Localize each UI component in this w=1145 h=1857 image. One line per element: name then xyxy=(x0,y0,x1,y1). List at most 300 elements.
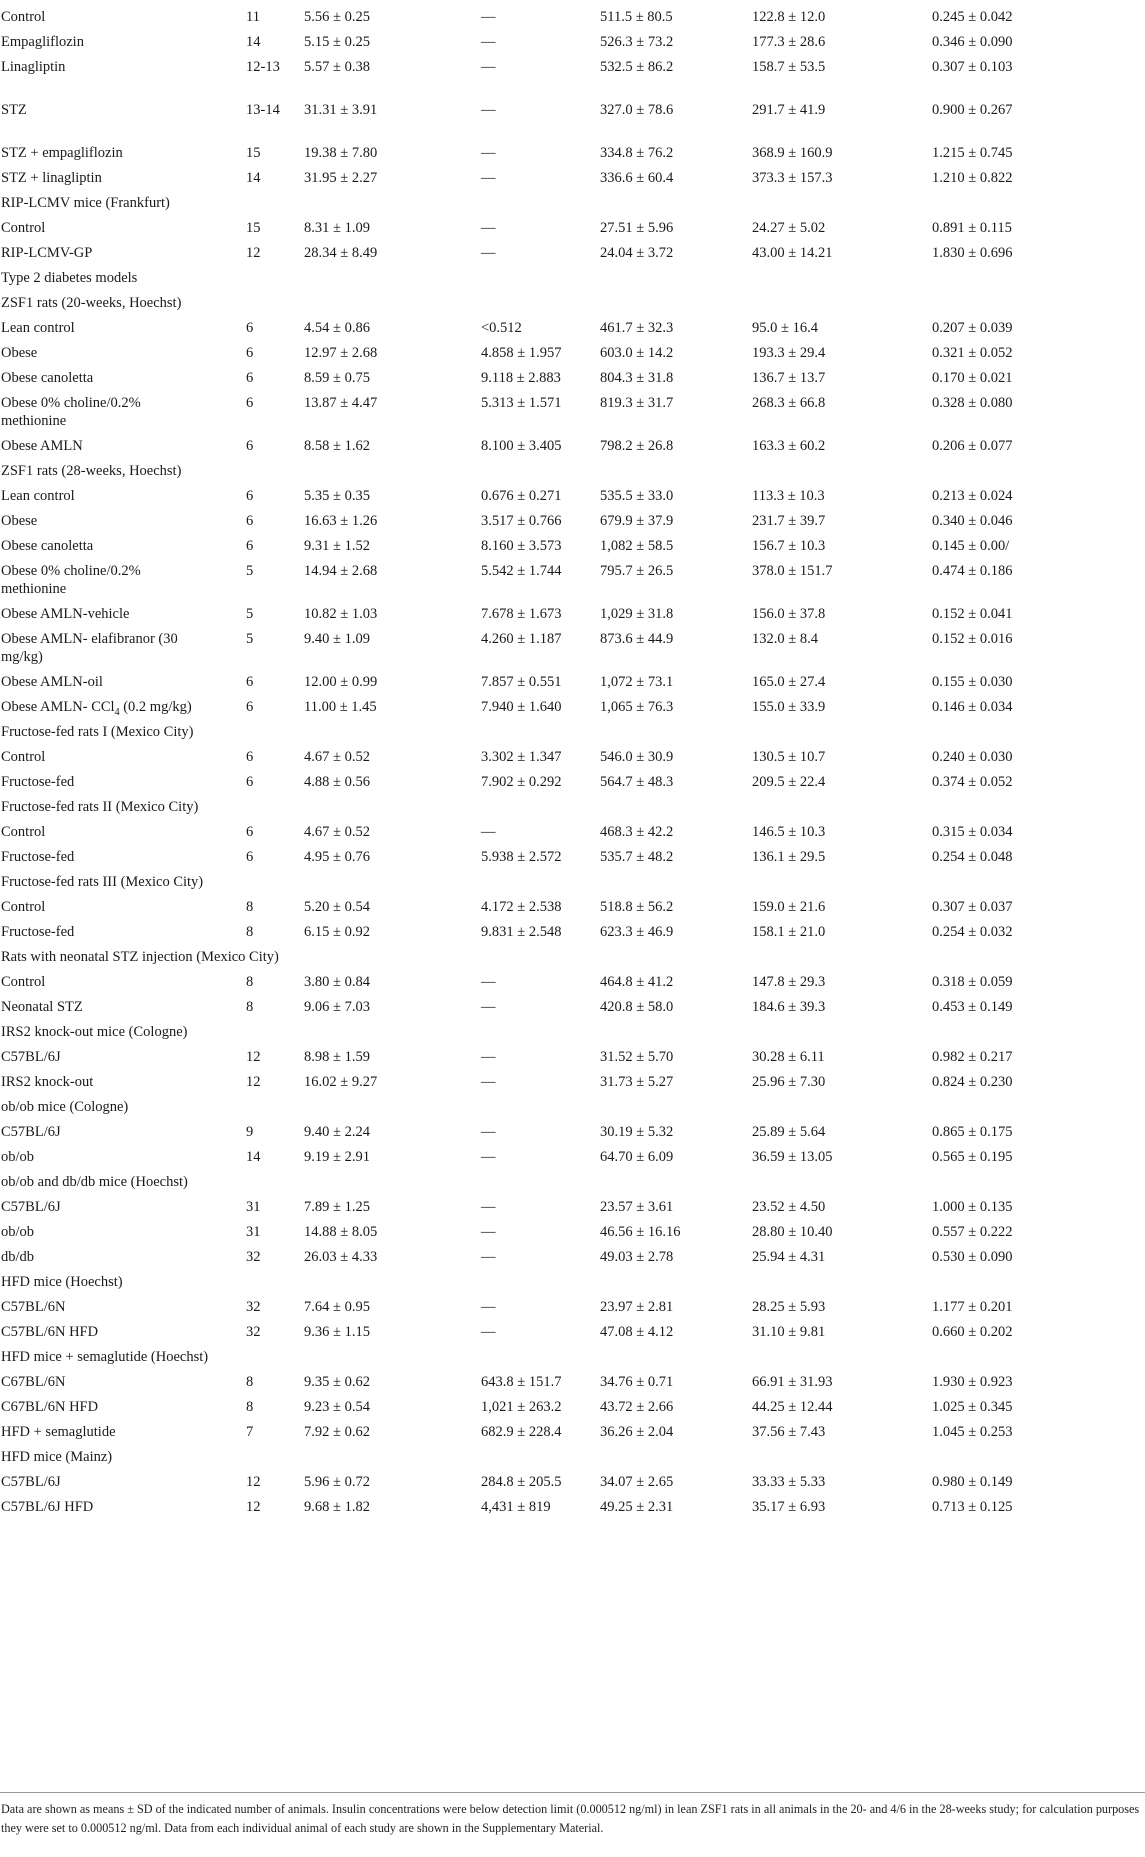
table-row xyxy=(0,973,1145,998)
section-heading-row xyxy=(0,462,1145,487)
col-5-value: 25.89 ± 5.64 xyxy=(752,1124,826,1140)
col-2-value: 31.95 ± 2.27 xyxy=(304,170,378,186)
group-label: Control xyxy=(1,220,46,236)
n-value: 6 xyxy=(246,774,254,790)
col-6-value: 1.215 ± 0.745 xyxy=(932,145,1013,161)
col-3-value: — xyxy=(481,145,496,161)
col-2-value: 19.38 ± 7.80 xyxy=(304,145,378,161)
col-5-value: 95.0 ± 16.4 xyxy=(752,320,818,336)
col-6-value: 0.207 ± 0.039 xyxy=(932,320,1013,336)
group-label: C57BL/6J xyxy=(1,1049,61,1065)
col-3-value: — xyxy=(481,1049,496,1065)
col-6-value: 1.930 ± 0.923 xyxy=(932,1374,1013,1390)
col-4-value: 564.7 ± 48.3 xyxy=(600,774,674,790)
section-heading: ob/ob mice (Cologne) xyxy=(1,1099,129,1115)
table-row xyxy=(0,898,1145,923)
col-6-value: 0.213 ± 0.024 xyxy=(932,488,1013,504)
col-2-value: 6.15 ± 0.92 xyxy=(304,924,370,940)
col-6-value: 1.000 ± 0.135 xyxy=(932,1199,1013,1215)
col-4-value: 804.3 ± 31.8 xyxy=(600,370,674,386)
section-heading: IRS2 knock-out mice (Cologne) xyxy=(1,1024,188,1040)
group-label: Fructose-fed xyxy=(1,924,75,940)
group-label: ob/ob xyxy=(1,1149,35,1165)
col-6-value: 0.254 ± 0.048 xyxy=(932,849,1013,865)
col-2-value: 5.15 ± 0.25 xyxy=(304,34,370,50)
group-label: Obese AMLN-oil xyxy=(1,674,103,690)
table-row xyxy=(0,773,1145,798)
group-label: Fructose-fed xyxy=(1,774,75,790)
col-5-value: 156.7 ± 10.3 xyxy=(752,538,826,554)
col-5-value: 24.27 ± 5.02 xyxy=(752,220,826,236)
col-3-value: 682.9 ± 228.4 xyxy=(481,1424,562,1440)
col-4-value: 27.51 ± 5.96 xyxy=(600,220,674,236)
col-4-value: 49.25 ± 2.31 xyxy=(600,1499,674,1515)
table-row xyxy=(0,1223,1145,1248)
col-6-value: 0.713 ± 0.125 xyxy=(932,1499,1013,1515)
col-2-value: 5.96 ± 0.72 xyxy=(304,1474,370,1490)
table-row xyxy=(0,437,1145,462)
table-row xyxy=(0,1123,1145,1148)
table-row xyxy=(0,512,1145,537)
table-row xyxy=(0,1373,1145,1398)
col-6-value: 0.170 ± 0.021 xyxy=(932,370,1013,386)
group-label: Obese AMLN-vehicle xyxy=(1,606,130,622)
table-row xyxy=(0,1323,1145,1348)
group-label: Control xyxy=(1,899,46,915)
table-row xyxy=(0,923,1145,948)
n-value: 6 xyxy=(246,538,254,554)
col-3-value: 5.542 ± 1.744 xyxy=(481,563,562,579)
col-4-value: 819.3 ± 31.7 xyxy=(600,395,674,411)
section-heading-row xyxy=(0,1448,1145,1473)
col-3-value: — xyxy=(481,1324,496,1340)
col-4-value: 461.7 ± 32.3 xyxy=(600,320,674,336)
col-3-value: — xyxy=(481,1224,496,1240)
col-6-value: 0.315 ± 0.034 xyxy=(932,824,1013,840)
table-row xyxy=(0,1198,1145,1223)
col-2-value: 28.34 ± 8.49 xyxy=(304,245,378,261)
col-6-value: 0.374 ± 0.052 xyxy=(932,774,1013,790)
group-label: Obese 0% choline/0.2% methionine xyxy=(1,563,141,597)
col-4-value: 679.9 ± 37.9 xyxy=(600,513,674,529)
group-label: Obese AMLN- elafibranor (30 mg/kg) xyxy=(1,631,178,665)
table-row xyxy=(0,33,1145,58)
col-4-value: 334.8 ± 76.2 xyxy=(600,145,674,161)
col-2-value: 4.67 ± 0.52 xyxy=(304,824,370,840)
group-label: C67BL/6N xyxy=(1,1374,66,1390)
group-label: Obese canoletta xyxy=(1,538,94,554)
group-label: STZ + linagliptin xyxy=(1,170,102,186)
n-value: 6 xyxy=(246,370,254,386)
col-5-value: 28.25 ± 5.93 xyxy=(752,1299,826,1315)
group-label: db/db xyxy=(1,1249,35,1265)
n-value: 6 xyxy=(246,395,254,411)
col-2-value: 31.31 ± 3.91 xyxy=(304,102,378,118)
col-4-value: 336.6 ± 60.4 xyxy=(600,170,674,186)
col-6-value: 0.145 ± 0.00/ xyxy=(932,538,1010,554)
col-3-value: — xyxy=(481,9,496,25)
col-5-value: 163.3 ± 60.2 xyxy=(752,438,826,454)
section-heading-row xyxy=(0,269,1145,294)
col-2-value: 3.80 ± 0.84 xyxy=(304,974,370,990)
col-2-value: 9.23 ± 0.54 xyxy=(304,1399,370,1415)
col-2-value: 14.88 ± 8.05 xyxy=(304,1224,378,1240)
col-3-value: — xyxy=(481,1124,496,1140)
col-6-value: 0.328 ± 0.080 xyxy=(932,395,1013,411)
col-2-value: 8.59 ± 0.75 xyxy=(304,370,370,386)
col-6-value: 1.045 ± 0.253 xyxy=(932,1424,1013,1440)
col-6-value: 0.146 ± 0.034 xyxy=(932,699,1013,715)
n-value: 32 xyxy=(246,1249,261,1265)
table-row xyxy=(0,1073,1145,1098)
col-5-value: 378.0 ± 151.7 xyxy=(752,563,833,579)
col-6-value: 0.530 ± 0.090 xyxy=(932,1249,1013,1265)
group-label: HFD + semaglutide xyxy=(1,1424,116,1440)
col-5-value: 147.8 ± 29.3 xyxy=(752,974,826,990)
col-3-value: — xyxy=(481,34,496,50)
n-value: 6 xyxy=(246,849,254,865)
col-5-value: 36.59 ± 13.05 xyxy=(752,1149,833,1165)
group-label: C57BL/6J xyxy=(1,1199,61,1215)
col-6-value: 0.557 ± 0.222 xyxy=(932,1224,1013,1240)
table-row xyxy=(0,1473,1145,1498)
group-label: Obese AMLN- CCl$_4$ (0.2 mg/kg) xyxy=(1,699,192,718)
section-heading: HFD mice (Hoechst) xyxy=(1,1274,123,1290)
table-row xyxy=(0,369,1145,394)
n-value: 5 xyxy=(246,606,254,622)
col-2-value: 4.67 ± 0.52 xyxy=(304,749,370,765)
col-5-value: 209.5 ± 22.4 xyxy=(752,774,826,790)
col-4-value: 511.5 ± 80.5 xyxy=(600,9,673,25)
col-5-value: 130.5 ± 10.7 xyxy=(752,749,826,765)
col-5-value: 291.7 ± 41.9 xyxy=(752,102,826,118)
col-5-value: 25.96 ± 7.30 xyxy=(752,1074,826,1090)
n-value: 8 xyxy=(246,999,254,1015)
group-label: Empagliflozin xyxy=(1,34,84,50)
col-2-value: 9.19 ± 2.91 xyxy=(304,1149,370,1165)
n-value: 7 xyxy=(246,1424,254,1440)
col-6-value: 0.453 ± 0.149 xyxy=(932,999,1013,1015)
col-2-value: 11.00 ± 1.45 xyxy=(304,699,377,715)
col-3-value: <0.512 xyxy=(481,320,522,336)
col-4-value: 1,029 ± 31.8 xyxy=(600,606,674,622)
table-row xyxy=(0,144,1145,169)
col-4-value: 420.8 ± 58.0 xyxy=(600,999,674,1015)
group-label: Obese AMLN xyxy=(1,438,83,454)
group-label: C67BL/6N HFD xyxy=(1,1399,99,1415)
n-value: 6 xyxy=(246,674,254,690)
table-row xyxy=(0,998,1145,1023)
n-value: 12 xyxy=(246,245,261,261)
data-table xyxy=(0,8,1145,1523)
group-label: Control xyxy=(1,9,46,25)
col-3-value: 4.172 ± 2.538 xyxy=(481,899,562,915)
n-value: 6 xyxy=(246,824,254,840)
table-row xyxy=(0,1248,1145,1273)
col-2-value: 5.20 ± 0.54 xyxy=(304,899,370,915)
n-value: 11 xyxy=(246,9,260,25)
group-label: Obese xyxy=(1,345,38,361)
n-value: 14 xyxy=(246,34,261,50)
section-heading-row xyxy=(0,1023,1145,1048)
col-3-value: 8.160 ± 3.573 xyxy=(481,538,562,554)
col-3-value: 8.100 ± 3.405 xyxy=(481,438,562,454)
group-label: C57BL/6J xyxy=(1,1474,61,1490)
col-5-value: 159.0 ± 21.6 xyxy=(752,899,826,915)
section-heading-row xyxy=(0,294,1145,319)
col-6-value: 0.474 ± 0.186 xyxy=(932,563,1013,579)
table-row xyxy=(0,562,1145,605)
n-value: 8 xyxy=(246,924,254,940)
col-6-value: 0.155 ± 0.030 xyxy=(932,674,1013,690)
col-4-value: 23.97 ± 2.81 xyxy=(600,1299,674,1315)
col-6-value: 0.980 ± 0.149 xyxy=(932,1474,1013,1490)
col-3-value: — xyxy=(481,245,496,261)
n-value: 8 xyxy=(246,1374,254,1390)
col-3-value: 7.940 ± 1.640 xyxy=(481,699,562,715)
col-3-value: 9.831 ± 2.548 xyxy=(481,924,562,940)
col-6-value: 0.982 ± 0.217 xyxy=(932,1049,1013,1065)
col-2-value: 7.64 ± 0.95 xyxy=(304,1299,370,1315)
n-value: 6 xyxy=(246,513,254,529)
group-label: IRS2 knock-out xyxy=(1,1074,94,1090)
col-3-value: — xyxy=(481,1149,496,1165)
group-label: Fructose-fed xyxy=(1,849,75,865)
group-label: C57BL/6N xyxy=(1,1299,66,1315)
table-row xyxy=(0,630,1145,673)
table-row xyxy=(0,605,1145,630)
col-5-value: 30.28 ± 6.11 xyxy=(752,1049,825,1065)
table-row xyxy=(0,394,1145,437)
col-5-value: 44.25 ± 12.44 xyxy=(752,1399,833,1415)
group-label: STZ xyxy=(1,102,27,118)
col-3-value: — xyxy=(481,102,496,118)
col-5-value: 158.1 ± 21.0 xyxy=(752,924,826,940)
section-heading: Type 2 diabetes models xyxy=(1,270,138,286)
n-value: 32 xyxy=(246,1324,261,1340)
col-6-value: 0.346 ± 0.090 xyxy=(932,34,1013,50)
col-6-value: 0.152 ± 0.041 xyxy=(932,606,1013,622)
section-heading-row xyxy=(0,1348,1145,1373)
col-6-value: 0.891 ± 0.115 xyxy=(932,220,1012,236)
n-value: 8 xyxy=(246,974,254,990)
col-5-value: 66.91 ± 31.93 xyxy=(752,1374,833,1390)
section-heading-row xyxy=(0,1173,1145,1198)
col-5-value: 43.00 ± 14.21 xyxy=(752,245,833,261)
col-4-value: 31.52 ± 5.70 xyxy=(600,1049,674,1065)
col-6-value: 0.152 ± 0.016 xyxy=(932,631,1013,647)
col-5-value: 37.56 ± 7.43 xyxy=(752,1424,826,1440)
table-row xyxy=(0,823,1145,848)
section-heading: Rats with neonatal STZ injection (Mexico City) xyxy=(1,949,279,965)
col-3-value: — xyxy=(481,1199,496,1215)
col-6-value: 1.177 ± 0.201 xyxy=(932,1299,1013,1315)
section-heading-row xyxy=(0,1098,1145,1123)
table-row xyxy=(0,1048,1145,1073)
col-4-value: 526.3 ± 73.2 xyxy=(600,34,674,50)
col-2-value: 5.57 ± 0.38 xyxy=(304,59,370,75)
group-label: Obese canoletta xyxy=(1,370,94,386)
group-label: Control xyxy=(1,749,46,765)
group-label: STZ + empagliflozin xyxy=(1,145,123,161)
col-5-value: 28.80 ± 10.40 xyxy=(752,1224,833,1240)
col-2-value: 9.35 ± 0.62 xyxy=(304,1374,370,1390)
table-row xyxy=(0,673,1145,698)
n-value: 13-14 xyxy=(246,102,280,118)
col-5-value: 33.33 ± 5.33 xyxy=(752,1474,826,1490)
table-row xyxy=(0,748,1145,773)
col-3-value: 0.676 ± 0.271 xyxy=(481,488,562,504)
n-value: 6 xyxy=(246,320,254,336)
col-2-value: 12.97 ± 2.68 xyxy=(304,345,378,361)
section-heading: RIP-LCMV mice (Frankfurt) xyxy=(1,195,170,211)
n-value: 5 xyxy=(246,631,254,647)
col-5-value: 155.0 ± 33.9 xyxy=(752,699,826,715)
col-5-value: 23.52 ± 4.50 xyxy=(752,1199,826,1215)
col-5-value: 113.3 ± 10.3 xyxy=(752,488,825,504)
col-4-value: 46.56 ± 16.16 xyxy=(600,1224,681,1240)
col-2-value: 9.40 ± 2.24 xyxy=(304,1124,370,1140)
col-4-value: 535.5 ± 33.0 xyxy=(600,488,674,504)
col-4-value: 464.8 ± 41.2 xyxy=(600,974,674,990)
col-6-value: 0.660 ± 0.202 xyxy=(932,1324,1013,1340)
col-5-value: 158.7 ± 53.5 xyxy=(752,59,826,75)
col-3-value: 5.313 ± 1.571 xyxy=(481,395,562,411)
col-2-value: 13.87 ± 4.47 xyxy=(304,395,378,411)
col-3-value: — xyxy=(481,974,496,990)
col-2-value: 16.02 ± 9.27 xyxy=(304,1074,378,1090)
col-2-value: 4.95 ± 0.76 xyxy=(304,849,370,865)
col-4-value: 64.70 ± 6.09 xyxy=(600,1149,674,1165)
n-value: 14 xyxy=(246,170,261,186)
group-label: Lean control xyxy=(1,488,75,504)
table-row xyxy=(0,58,1145,101)
table-row xyxy=(0,848,1145,873)
n-value: 12 xyxy=(246,1474,261,1490)
section-heading: Fructose-fed rats III (Mexico City) xyxy=(1,874,204,890)
section-heading: Fructose-fed rats II (Mexico City) xyxy=(1,799,199,815)
col-4-value: 468.3 ± 42.2 xyxy=(600,824,674,840)
col-4-value: 603.0 ± 14.2 xyxy=(600,345,674,361)
col-5-value: 132.0 ± 8.4 xyxy=(752,631,818,647)
col-4-value: 535.7 ± 48.2 xyxy=(600,849,674,865)
n-value: 6 xyxy=(246,699,254,715)
col-2-value: 26.03 ± 4.33 xyxy=(304,1249,378,1265)
col-3-value: 1,021 ± 263.2 xyxy=(481,1399,562,1415)
col-3-value: 3.302 ± 1.347 xyxy=(481,749,562,765)
col-2-value: 9.36 ± 1.15 xyxy=(304,1324,370,1340)
col-3-value: 5.938 ± 2.572 xyxy=(481,849,562,865)
col-3-value: — xyxy=(481,824,496,840)
n-value: 5 xyxy=(246,563,254,579)
n-value: 15 xyxy=(246,145,261,161)
group-label: Neonatal STZ xyxy=(1,999,83,1015)
col-6-value: 0.240 ± 0.030 xyxy=(932,749,1013,765)
group-label: Lean control xyxy=(1,320,75,336)
col-5-value: 136.7 ± 13.7 xyxy=(752,370,826,386)
col-4-value: 873.6 ± 44.9 xyxy=(600,631,674,647)
section-heading-row xyxy=(0,948,1145,973)
table-row xyxy=(0,1398,1145,1423)
table-row xyxy=(0,344,1145,369)
col-6-value: 0.865 ± 0.175 xyxy=(932,1124,1013,1140)
n-value: 8 xyxy=(246,899,254,915)
col-4-value: 1,082 ± 58.5 xyxy=(600,538,674,554)
table-footnote: Data are shown as means ± SD of the indicated number of animals. Insulin concentrations were below detection limit (0.000512 ng/ml) in lean ZSF1 rats in all animals in the 20- and 4/6 in the 28-weeks study; for calculation purposes they were set to 0.000512 ng/ml. Data from each individual animal of each study are shown in the Supplementary Material. xyxy=(1,1802,1140,1835)
col-4-value: 518.8 ± 56.2 xyxy=(600,899,674,915)
group-label: RIP-LCMV-GP xyxy=(1,245,93,261)
col-3-value: 4.260 ± 1.187 xyxy=(481,631,562,647)
col-2-value: 8.31 ± 1.09 xyxy=(304,220,370,236)
col-2-value: 12.00 ± 0.99 xyxy=(304,674,378,690)
section-heading: HFD mice (Mainz) xyxy=(1,1449,113,1465)
col-6-value: 1.210 ± 0.822 xyxy=(932,170,1013,186)
col-3-value: 7.857 ± 0.551 xyxy=(481,674,562,690)
col-5-value: 268.3 ± 66.8 xyxy=(752,395,826,411)
group-label: Linagliptin xyxy=(1,59,66,75)
col-4-value: 24.04 ± 3.72 xyxy=(600,245,674,261)
n-value: 6 xyxy=(246,345,254,361)
section-heading: ZSF1 rats (28-weeks, Hoechst) xyxy=(1,463,182,479)
col-2-value: 7.92 ± 0.62 xyxy=(304,1424,370,1440)
col-6-value: 0.824 ± 0.230 xyxy=(932,1074,1013,1090)
group-label: C57BL/6N HFD xyxy=(1,1324,99,1340)
n-value: 9 xyxy=(246,1124,254,1140)
col-3-value: 4,431 ± 819 xyxy=(481,1499,551,1515)
col-3-value: 9.118 ± 2.883 xyxy=(481,370,561,386)
n-value: 32 xyxy=(246,1299,261,1315)
n-value: 6 xyxy=(246,488,254,504)
col-2-value: 9.06 ± 7.03 xyxy=(304,999,370,1015)
col-5-value: 25.94 ± 4.31 xyxy=(752,1249,826,1265)
col-4-value: 36.26 ± 2.04 xyxy=(600,1424,674,1440)
table-row xyxy=(0,1498,1145,1523)
n-value: 12 xyxy=(246,1049,261,1065)
col-4-value: 49.03 ± 2.78 xyxy=(600,1249,674,1265)
section-heading: ZSF1 rats (20-weeks, Hoechst) xyxy=(1,295,182,311)
col-5-value: 146.5 ± 10.3 xyxy=(752,824,826,840)
col-4-value: 623.3 ± 46.9 xyxy=(600,924,674,940)
group-label: Control xyxy=(1,824,46,840)
col-4-value: 31.73 ± 5.27 xyxy=(600,1074,674,1090)
group-label: ob/ob xyxy=(1,1224,35,1240)
col-3-value: 7.678 ± 1.673 xyxy=(481,606,562,622)
col-3-value: 7.902 ± 0.292 xyxy=(481,774,562,790)
col-4-value: 795.7 ± 26.5 xyxy=(600,563,674,579)
col-2-value: 4.88 ± 0.56 xyxy=(304,774,370,790)
col-4-value: 1,072 ± 73.1 xyxy=(600,674,674,690)
section-heading-row xyxy=(0,723,1145,748)
col-3-value: 3.517 ± 0.766 xyxy=(481,513,562,529)
col-6-value: 0.254 ± 0.032 xyxy=(932,924,1013,940)
col-5-value: 184.6 ± 39.3 xyxy=(752,999,826,1015)
col-3-value: — xyxy=(481,1299,496,1315)
col-5-value: 136.1 ± 29.5 xyxy=(752,849,826,865)
section-heading: Fructose-fed rats I (Mexico City) xyxy=(1,724,194,740)
col-6-value: 0.318 ± 0.059 xyxy=(932,974,1013,990)
group-label: C57BL/6J HFD xyxy=(1,1499,94,1515)
col-2-value: 5.56 ± 0.25 xyxy=(304,9,370,25)
col-5-value: 368.9 ± 160.9 xyxy=(752,145,833,161)
n-value: 14 xyxy=(246,1149,261,1165)
table-row xyxy=(0,244,1145,269)
table-row xyxy=(0,698,1145,723)
col-6-value: 1.830 ± 0.696 xyxy=(932,245,1013,261)
col-3-value: — xyxy=(481,999,496,1015)
group-label: Obese xyxy=(1,513,38,529)
col-2-value: 10.82 ± 1.03 xyxy=(304,606,378,622)
table-bottom-rule xyxy=(0,1792,1145,1793)
